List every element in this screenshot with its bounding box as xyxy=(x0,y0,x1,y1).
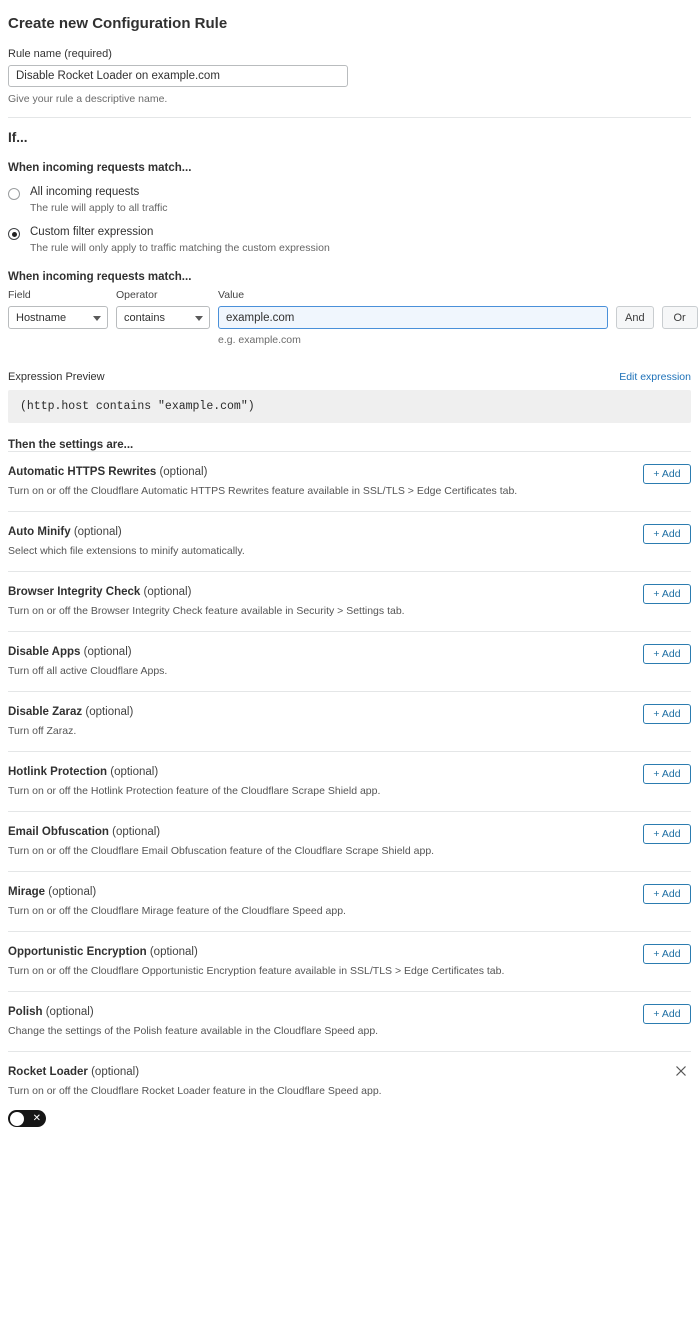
setting-description: Change the settings of the Polish feature available in the Cloudflare Speed app. xyxy=(8,1025,379,1037)
field-column-label: Field xyxy=(8,289,31,301)
field-select-value: Hostname xyxy=(16,311,67,324)
page-title: Create new Configuration Rule xyxy=(8,15,228,32)
radio-option-all-requests[interactable] xyxy=(8,186,691,214)
add-setting-button[interactable]: + Add xyxy=(643,644,691,664)
if-section-title: If... xyxy=(8,130,28,145)
divider xyxy=(8,117,691,118)
setting-optional: (optional) xyxy=(91,1066,140,1078)
setting-row xyxy=(8,871,691,931)
expression-builder-title: When incoming requests match... xyxy=(8,271,192,283)
edit-expression-link[interactable]: Edit expression xyxy=(619,371,691,383)
value-column-label: Value xyxy=(218,289,245,301)
toggle-knob xyxy=(10,1112,24,1126)
setting-description: Turn off Zaraz. xyxy=(8,725,77,737)
setting-description: Turn on or off the Browser Integrity Check feature available in Security > Settings tab. xyxy=(8,605,405,617)
setting-row xyxy=(8,991,691,1051)
toggle-off-icon: ✕ xyxy=(32,1113,41,1124)
radio-label-custom-filter: Custom filter expression xyxy=(30,226,154,238)
setting-title: Disable Apps xyxy=(8,646,81,658)
setting-optional: (optional) xyxy=(85,706,134,718)
setting-description: Turn off all active Cloudflare Apps. xyxy=(8,665,168,677)
setting-description: Turn on or off the Cloudflare Email Obfuscation feature of the Cloudflare Scrape Shield app. xyxy=(8,845,435,857)
setting-title: Rocket Loader xyxy=(8,1066,88,1078)
chevron-down-icon xyxy=(195,316,203,321)
operator-select-value: contains xyxy=(124,311,165,324)
close-icon[interactable] xyxy=(673,1063,689,1079)
rule-name-label: Rule name (required) xyxy=(8,48,112,60)
radio-option-custom-filter[interactable] xyxy=(8,226,691,254)
setting-optional: (optional) xyxy=(149,946,198,958)
setting-title: Browser Integrity Check xyxy=(8,586,141,598)
setting-optional: (optional) xyxy=(112,826,161,838)
radio-label-all-requests: All incoming requests xyxy=(30,186,140,198)
then-section-title: Then the settings are... xyxy=(8,439,134,451)
value-hint: e.g. example.com xyxy=(218,334,301,346)
setting-title: Mirage xyxy=(8,886,46,898)
operator-column-label: Operator xyxy=(116,289,158,301)
add-setting-button[interactable]: + Add xyxy=(643,584,691,604)
expression-preview-header xyxy=(8,371,691,383)
expression-preview-label: Expression Preview xyxy=(8,371,105,383)
setting-title: Opportunistic Encryption xyxy=(8,946,147,958)
setting-title: Auto Minify xyxy=(8,526,71,538)
setting-title: Email Obfuscation xyxy=(8,826,109,838)
setting-row xyxy=(8,631,691,691)
setting-description: Turn on or off the Cloudflare Opportunistic Encryption feature available in SSL/TLS > Edge Certificates tab. xyxy=(8,965,505,977)
if-match-label: When incoming requests match... xyxy=(8,162,192,174)
setting-row xyxy=(8,931,691,991)
setting-optional: (optional) xyxy=(110,766,159,778)
add-setting-button[interactable]: + Add xyxy=(643,884,691,904)
rocket-loader-toggle[interactable] xyxy=(8,1110,46,1127)
operator-select[interactable] xyxy=(116,306,210,329)
add-setting-button[interactable]: + Add xyxy=(643,944,691,964)
add-setting-button[interactable]: + Add xyxy=(643,824,691,844)
radio-desc-all-requests: The rule will apply to all traffic xyxy=(30,202,168,214)
setting-description: Turn on or off the Cloudflare Rocket Loader feature in the Cloudflare Speed app. xyxy=(8,1085,382,1097)
configuration-rule-form xyxy=(0,8,699,1141)
setting-row xyxy=(8,691,691,751)
setting-row xyxy=(8,811,691,871)
radio-icon-selected[interactable] xyxy=(8,228,20,240)
setting-optional: (optional) xyxy=(48,886,97,898)
and-button[interactable]: And xyxy=(616,306,654,329)
field-select[interactable] xyxy=(8,306,108,329)
add-setting-button[interactable]: + Add xyxy=(643,704,691,724)
add-setting-button[interactable]: + Add xyxy=(643,1004,691,1024)
expression-preview-box: (http.host contains "example.com") xyxy=(8,390,691,423)
setting-optional: (optional) xyxy=(45,1006,94,1018)
setting-row xyxy=(8,511,691,571)
setting-row xyxy=(8,571,691,631)
setting-optional: (optional) xyxy=(143,586,192,598)
setting-description: Turn on or off the Cloudflare Automatic HTTPS Rewrites feature available in SSL/TLS > Edge Certificates tab. xyxy=(8,485,518,497)
setting-description: Turn on or off the Cloudflare Mirage feature of the Cloudflare Speed app. xyxy=(8,905,346,917)
radio-desc-custom-filter: The rule will only apply to traffic matching the custom expression xyxy=(30,242,330,254)
setting-title: Hotlink Protection xyxy=(8,766,108,778)
setting-row xyxy=(8,751,691,811)
chevron-down-icon xyxy=(93,316,101,321)
setting-title: Automatic HTTPS Rewrites xyxy=(8,466,157,478)
setting-title: Disable Zaraz xyxy=(8,706,83,718)
or-button[interactable]: Or xyxy=(662,306,698,329)
rule-name-help: Give your rule a descriptive name. xyxy=(8,93,168,105)
value-input[interactable] xyxy=(218,306,608,329)
spacer-label xyxy=(616,289,654,301)
setting-title: Polish xyxy=(8,1006,43,1018)
add-setting-button[interactable]: + Add xyxy=(643,524,691,544)
setting-row-rocket-loader xyxy=(8,1051,691,1141)
setting-row xyxy=(8,451,691,511)
add-setting-button[interactable]: + Add xyxy=(643,464,691,484)
setting-optional: (optional) xyxy=(83,646,132,658)
radio-icon[interactable] xyxy=(8,188,20,200)
setting-description: Select which file extensions to minify automatically. xyxy=(8,545,245,557)
setting-description: Turn on or off the Hotlink Protection feature of the Cloudflare Scrape Shield app. xyxy=(8,785,381,797)
add-setting-button[interactable]: + Add xyxy=(643,764,691,784)
rule-name-input[interactable] xyxy=(8,65,348,87)
expression-builder-row xyxy=(8,289,691,346)
setting-optional: (optional) xyxy=(159,466,208,478)
setting-optional: (optional) xyxy=(73,526,122,538)
spacer-label xyxy=(662,289,698,301)
